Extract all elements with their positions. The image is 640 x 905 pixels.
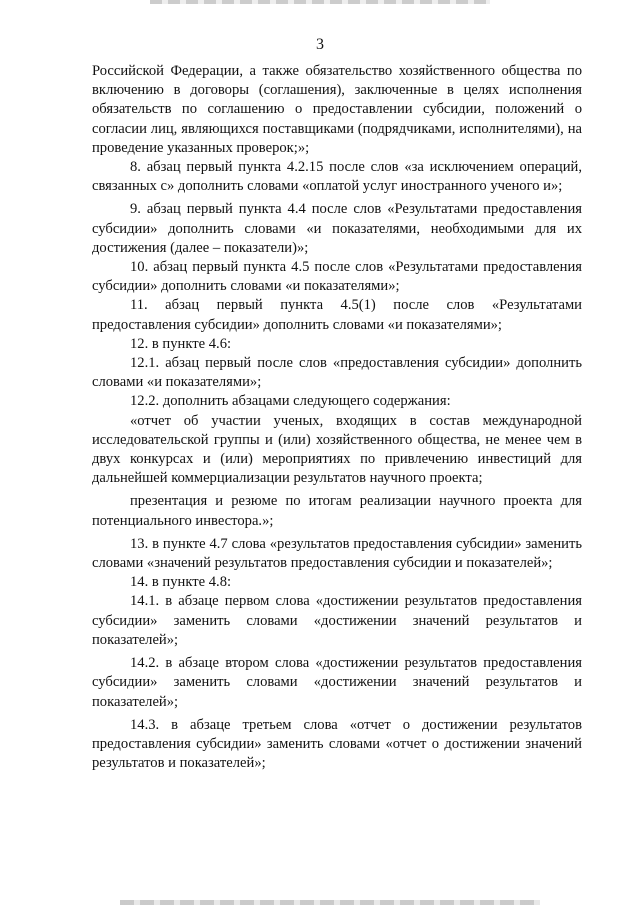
- paragraph-continuation: Российской Федерации, а также обязательство хозяйственного общества по включению в договоры (соглашения), заключенные в целях исполнения обязательств по соглашению о предоставлении субсидии, положений о согласии лиц, являющихся поставщиками (подрядчиками, исполнителями), на проведение указанных проверок;»;: [92, 63, 582, 156]
- paragraph-item-14: 14. в пункте 4.8:: [130, 574, 232, 591]
- document-body: [92, 62, 582, 773]
- paragraph-item-14-2: 14.2. в абзаце втором слова «достижении результатов предоставления субсидии» заменить словами «достижении значений результатов и показателей»;: [92, 655, 582, 710]
- paragraph-item-10: 10. абзац первый пункта 4.5 после слов «Результатами предоставления субсидии» дополнить словами «и показателями»;: [92, 259, 582, 295]
- paragraph-item-8: 8. абзац первый пункта 4.2.15 после слов «за исключением операций, связанных с» дополнить словами «оплатой услуг иностранного ученого и»;: [92, 159, 582, 195]
- scan-edge-top: [150, 0, 490, 4]
- paragraph-item-9: 9. абзац первый пункта 4.4 после слов «Результатами предоставления субсидии» дополнить словами «и показателями, необходимыми для их достижения (далее – показатели)»;: [92, 201, 582, 256]
- paragraph-item-14-1: 14.1. в абзаце первом слова «достижении результатов предоставления субсидии» заменить словами «достижении значений результатов и показателей»;: [92, 593, 582, 648]
- scan-edge-bottom: [120, 900, 540, 905]
- paragraph-item-11: 11. абзац первый пункта 4.5(1) после слов «Результатами предоставления субсидии» дополнить словами «и показателями»;: [92, 297, 582, 333]
- page-number: 3: [316, 36, 324, 53]
- paragraph-item-12: 12. в пункте 4.6:: [130, 335, 232, 352]
- paragraph-item-12-1: 12.1. абзац первый после слов «предоставления субсидии» дополнить словами «и показателями»;: [92, 355, 582, 391]
- paragraph-item-12-2: 12.2. дополнить абзацами следующего содержания:: [130, 393, 451, 410]
- paragraph-item-14-3: 14.3. в абзаце третьем слова «отчет о достижении результатов предоставления субсидии» заменить словами «отчет о достижении значений результатов и показателей»;: [92, 716, 582, 772]
- paragraph-quote-report: «отчет об участии ученых, входящих в состав международной исследовательской группы и (или) хозяйственного общества, не менее чем в двух конкурсах и (или) мероприятиях по привлечению инвестиций для дальнейшей коммерциализации результатов научного проекта;: [92, 412, 582, 487]
- paragraph-item-13: 13. в пункте 4.7 слова «результатов предоставления субсидии» заменить словами «значений результатов предоставления субсидии и показателей»;: [92, 535, 582, 572]
- paragraph-quote-presentation: презентация и резюме по итогам реализации научного проекта для потенциального инвестора.»;: [92, 493, 582, 529]
